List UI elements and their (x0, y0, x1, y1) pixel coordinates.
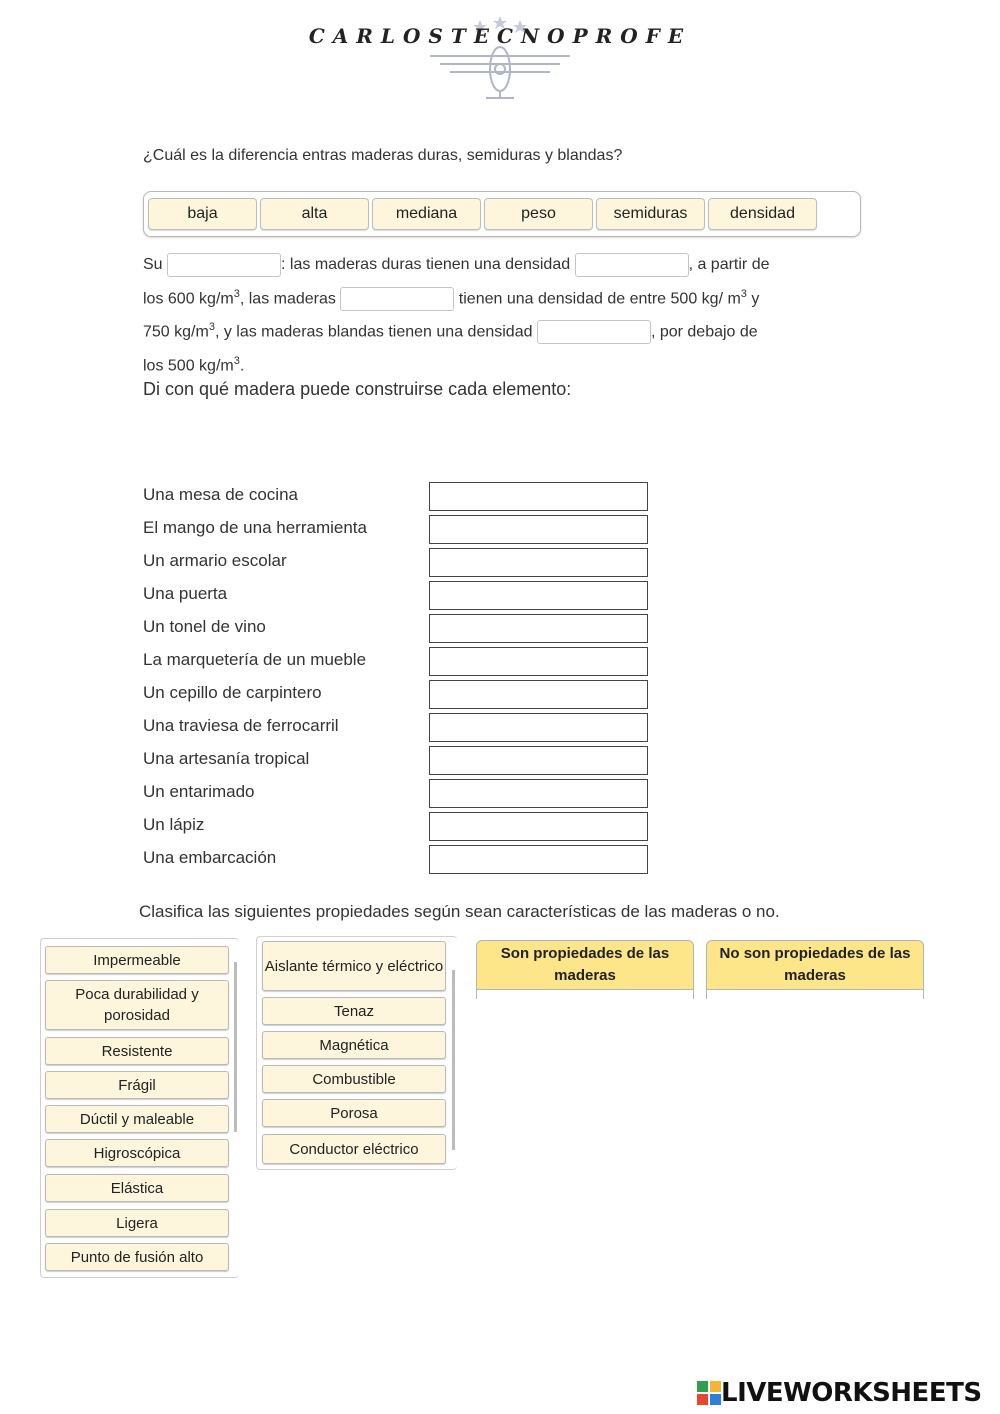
property-chip[interactable]: Resistente (45, 1037, 229, 1065)
question-2: Di con qué madera puede construirse cada elemento: (143, 379, 572, 399)
target-header-no-son-propiedades: No son propiedades de las maderas (706, 940, 924, 990)
property-chip[interactable]: Poca durabilidad y porosidad (45, 980, 229, 1030)
answer-input-3[interactable] (429, 548, 648, 577)
property-chip[interactable]: Aislante térmico y eléctrico (262, 941, 446, 991)
superscript: 3 (740, 287, 747, 300)
question-1: ¿Cuál es la diferencia entras maderas duras, semiduras y blandas? (143, 147, 623, 164)
item-label: Una traviesa de ferrocarril (143, 716, 339, 735)
property-chip[interactable]: Magnética (262, 1031, 446, 1059)
question-3: Clasifica las siguientes propiedades según sean características de las maderas o no. (139, 902, 780, 921)
text-fragment: tienen una densidad de entre 500 kg/ m (458, 289, 741, 307)
text-fragment: Su (143, 256, 163, 273)
item-label: Un cepillo de carpintero (143, 683, 322, 702)
answer-input-9[interactable] (429, 746, 648, 775)
text-fragment: , y las maderas blandas tienen una densidad (214, 323, 533, 341)
property-chip[interactable]: Ligera (45, 1209, 229, 1237)
scrollbar[interactable] (234, 962, 237, 1132)
scrollbar[interactable] (452, 970, 455, 1150)
superscript: 3 (233, 287, 240, 300)
property-chip[interactable]: Frágil (45, 1071, 229, 1099)
answer-input-11[interactable] (429, 812, 648, 841)
property-chip[interactable]: Higroscópica (45, 1139, 229, 1167)
item-label: Una mesa de cocina (143, 485, 298, 504)
word-chip-semiduras[interactable]: semiduras (596, 198, 705, 230)
item-label: El mango de una herramienta (143, 518, 367, 537)
answer-input-1[interactable] (429, 482, 648, 511)
property-chip[interactable]: Tenaz (262, 997, 446, 1025)
item-label: Una puerta (143, 584, 228, 603)
item-label: Un armario escolar (143, 551, 287, 570)
text-fragment: , a partir de (688, 256, 770, 273)
text-fragment: , por debajo de (650, 323, 758, 341)
word-chip-mediana[interactable]: mediana (372, 198, 481, 230)
drop-zone-son-propiedades[interactable] (476, 988, 694, 999)
text-fragment: : las maderas duras tienen una densidad (281, 256, 571, 273)
property-chip[interactable]: Combustible (262, 1065, 446, 1093)
liveworksheets-logo-icon (697, 1381, 721, 1405)
answer-input-12[interactable] (429, 845, 648, 874)
item-label: Un lápiz (143, 815, 205, 834)
text-fragment: y (746, 289, 760, 307)
word-chip-densidad[interactable]: densidad (708, 198, 817, 230)
property-chip[interactable]: Punto de fusión alto (45, 1243, 229, 1271)
word-chip-alta[interactable]: alta (260, 198, 369, 230)
item-label: Un tonel de vino (143, 617, 266, 636)
property-chip[interactable]: Impermeable (45, 946, 229, 974)
item-label: Una embarcación (143, 848, 277, 867)
blank-field-4[interactable] (537, 320, 651, 344)
answer-input-10[interactable] (429, 779, 648, 808)
property-chip[interactable]: Elástica (45, 1174, 229, 1202)
blank-field-2[interactable] (575, 253, 689, 277)
property-chip[interactable]: Porosa (262, 1099, 446, 1127)
text-fragment: , las maderas (239, 289, 336, 307)
text-fragment: . (239, 357, 245, 375)
answer-input-8[interactable] (429, 713, 648, 742)
target-header-son-propiedades: Son propiedades de las maderas (476, 940, 694, 990)
superscript: 3 (208, 321, 215, 334)
answer-input-5[interactable] (429, 614, 648, 643)
item-label: Un entarimado (143, 782, 255, 801)
superscript: 3 (233, 355, 240, 368)
footer-logo (697, 1378, 982, 1408)
brand-title: CARLOSTECNOPROFE (308, 24, 692, 48)
fill-in-paragraph (143, 250, 863, 381)
answer-input-2[interactable] (429, 515, 648, 544)
word-bank (143, 191, 861, 237)
drop-zone-no-son-propiedades[interactable] (706, 988, 924, 999)
footer-brand: LIVEWORKSHEETS (721, 1378, 982, 1408)
answer-input-4[interactable] (429, 581, 648, 610)
text-fragment: los 500 kg/m (143, 357, 234, 375)
word-chip-baja[interactable]: baja (148, 198, 257, 230)
blank-field-1[interactable] (167, 253, 281, 277)
item-label: Una artesanía tropical (143, 749, 310, 768)
property-chip[interactable]: Conductor eléctrico (262, 1134, 446, 1164)
item-label: La marquetería de un mueble (143, 650, 367, 669)
property-chip[interactable]: Dúctil y maleable (45, 1105, 229, 1133)
answer-input-6[interactable] (429, 647, 648, 676)
text-fragment: los 600 kg/m (143, 289, 234, 307)
text-fragment: 750 kg/m (143, 323, 209, 341)
blank-field-3[interactable] (340, 287, 454, 311)
word-chip-peso[interactable]: peso (484, 198, 593, 230)
answer-input-7[interactable] (429, 680, 648, 709)
